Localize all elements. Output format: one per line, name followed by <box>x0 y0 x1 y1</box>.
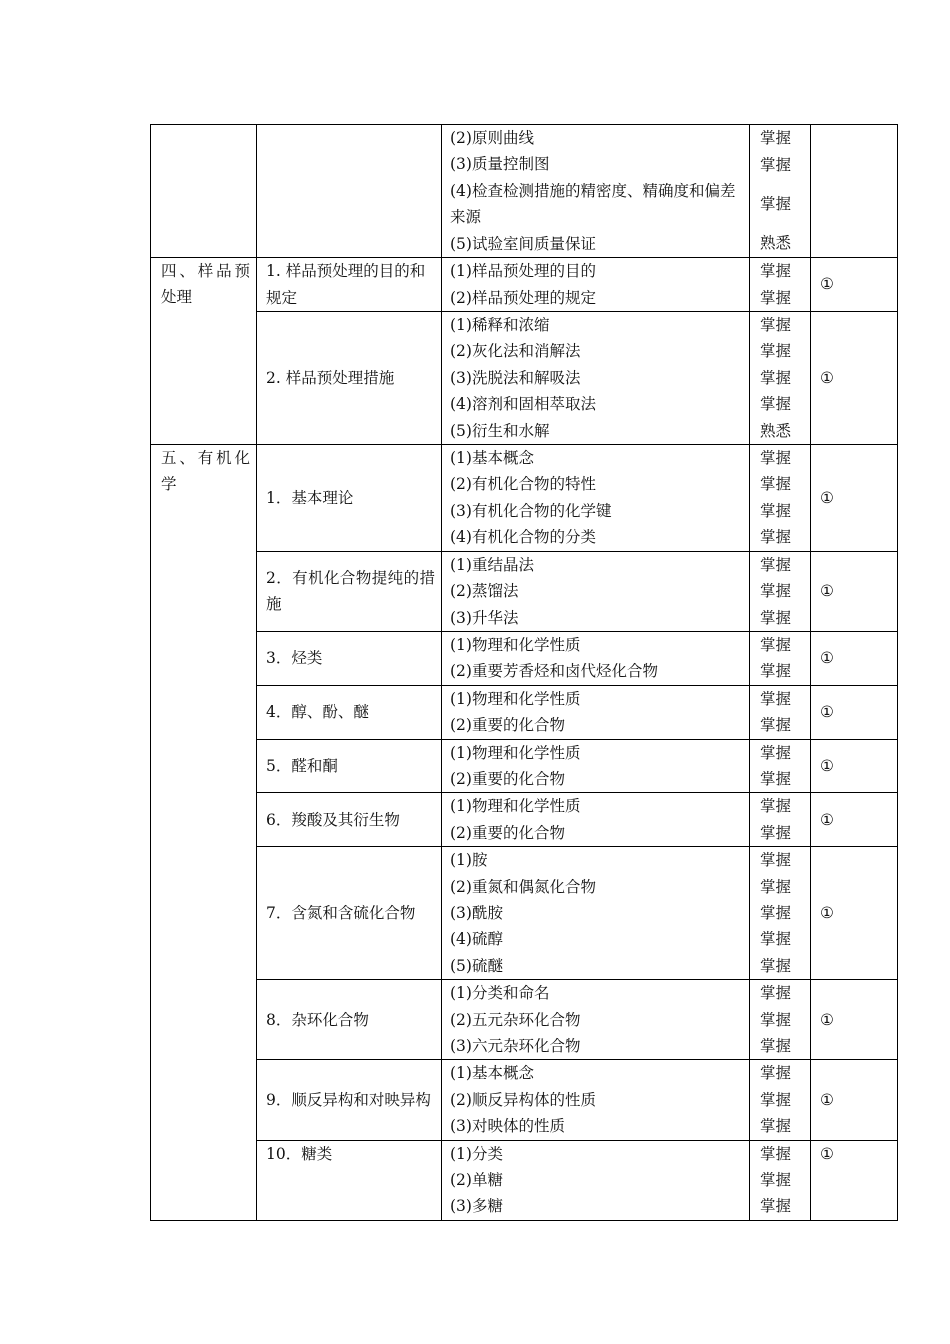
level-label: 掌握 <box>760 851 792 870</box>
syllabus-table <box>150 124 898 1221</box>
level-label: 熟悉 <box>760 421 792 440</box>
levels-cell <box>750 739 811 793</box>
list-item: (3)对映体的性质 <box>450 1117 565 1136</box>
list-item: (2)五元杂环化合物 <box>450 1010 581 1029</box>
list-item: (1)稀释和浓缩 <box>450 316 550 335</box>
points-cell <box>442 125 750 258</box>
mark-cell <box>811 1060 898 1140</box>
list-item: (1)分类 <box>450 1144 503 1163</box>
topic-cell <box>257 685 442 739</box>
list-item: (3)六元杂环化合物 <box>450 1037 581 1055</box>
levels-cell <box>750 551 811 631</box>
levels-cell <box>750 685 811 739</box>
mark-cell <box>811 125 898 258</box>
circled-number: ① <box>820 488 834 507</box>
level-label: 掌握 <box>760 528 792 547</box>
level-label: 掌握 <box>760 395 792 414</box>
table-row <box>151 980 898 1060</box>
level-label: 掌握 <box>760 1037 792 1055</box>
topic-cell <box>257 847 442 980</box>
levels-cell <box>750 980 811 1060</box>
points-cell <box>442 445 750 552</box>
table-row <box>151 631 898 685</box>
topic-label: 1. 样品预处理的目的和规定 <box>266 262 426 307</box>
mark-cell <box>811 1140 898 1220</box>
mark-cell <box>811 685 898 739</box>
topic-label: 7．含氮和含硫化合物 <box>266 903 416 922</box>
list-item: (2)顺反异构体的性质 <box>450 1090 596 1109</box>
points-cell <box>442 258 750 312</box>
circled-number: ① <box>820 756 834 775</box>
level-label: 掌握 <box>760 984 792 1003</box>
points-cell <box>442 1060 750 1140</box>
points-cell <box>442 312 750 445</box>
list-item: (1)分类和命名 <box>450 984 550 1003</box>
list-item: (2)样品预处理的规定 <box>450 288 596 307</box>
list-item: (2)单糖 <box>450 1171 503 1190</box>
topic-label: 2. 样品预处理措施 <box>266 368 395 387</box>
topic-cell <box>257 739 442 793</box>
level-label: 掌握 <box>760 501 792 520</box>
topic-label: 5．醛和酮 <box>266 756 338 775</box>
levels-cell <box>750 1140 811 1220</box>
levels-cell <box>750 1060 811 1140</box>
list-item: (5)衍生和水解 <box>450 421 550 440</box>
list-item: (1)基本概念 <box>450 449 534 468</box>
list-item: (2)有机化合物的特性 <box>450 475 596 494</box>
section-label: 四、样品预处理 <box>161 262 250 307</box>
list-item: (2)重要芳香烃和卤代烃化合物 <box>450 662 658 681</box>
circled-number: ① <box>820 1010 834 1029</box>
levels-cell <box>750 847 811 980</box>
level-label: 掌握 <box>760 1090 792 1109</box>
list-item: (2)蒸馏法 <box>450 582 519 601</box>
table-row <box>151 1060 898 1140</box>
mark-cell <box>811 312 898 445</box>
level-label: 掌握 <box>760 475 792 494</box>
level-label: 掌握 <box>760 930 792 949</box>
list-item: (4)溶剂和固相萃取法 <box>450 395 596 414</box>
list-item: (2)灰化法和消解法 <box>450 342 581 361</box>
table-row <box>151 258 898 312</box>
topic-label: 3．烃类 <box>266 649 323 668</box>
level-label: 掌握 <box>760 342 792 361</box>
level-label: 掌握 <box>760 635 792 654</box>
levels-cell <box>750 312 811 445</box>
topic-label: 4．醇、酚、醚 <box>266 702 369 721</box>
list-item: (1)物理和化学性质 <box>450 635 581 654</box>
topic-cell <box>257 1060 442 1140</box>
level-label: 掌握 <box>760 288 792 307</box>
mark-cell <box>811 445 898 552</box>
circled-number: ① <box>820 1144 834 1163</box>
list-item: (1)样品预处理的目的 <box>450 262 596 281</box>
list-item: (2)重要的化合物 <box>450 716 565 735</box>
level-label: 熟悉 <box>760 234 792 253</box>
mark-cell <box>811 258 898 312</box>
level-label: 掌握 <box>760 555 792 574</box>
mark-cell <box>811 847 898 980</box>
topic-cell <box>257 551 442 631</box>
circled-number: ① <box>820 582 834 601</box>
mark-cell <box>811 551 898 631</box>
level-label: 掌握 <box>760 956 792 975</box>
topic-cell <box>257 312 442 445</box>
points-cell <box>442 1140 750 1220</box>
level-label: 掌握 <box>760 582 792 601</box>
level-label: 掌握 <box>760 316 792 335</box>
table-row <box>151 445 898 552</box>
points-cell <box>442 631 750 685</box>
list-item: (1)物理和化学性质 <box>450 797 581 816</box>
points-cell <box>442 980 750 1060</box>
levels-cell <box>750 793 811 847</box>
levels-cell <box>750 631 811 685</box>
list-item: (1)重结晶法 <box>450 555 534 574</box>
circled-number: ① <box>820 368 834 387</box>
level-label: 掌握 <box>760 195 792 214</box>
mark-cell <box>811 739 898 793</box>
level-label: 掌握 <box>760 689 792 708</box>
section-cell <box>151 258 257 445</box>
table-row <box>151 125 898 258</box>
points-cell <box>442 793 750 847</box>
topic-cell <box>257 445 442 552</box>
list-item: (1)基本概念 <box>450 1064 534 1083</box>
mark-cell <box>811 793 898 847</box>
list-item: (3)多糖 <box>450 1197 503 1216</box>
topic-label: 9．顺反异构和对映异构 <box>266 1090 431 1109</box>
table-row <box>151 739 898 793</box>
level-label: 掌握 <box>760 1064 792 1083</box>
list-item: (4)检查检测措施的精密度、精确度和偏差来源 <box>450 181 736 227</box>
topic-cell <box>257 125 442 258</box>
topic-label: 10．糖类 <box>266 1144 333 1163</box>
topic-cell <box>257 1140 442 1220</box>
list-item: (4)有机化合物的分类 <box>450 528 596 547</box>
table-row <box>151 685 898 739</box>
section-cell <box>151 125 257 258</box>
level-label: 掌握 <box>760 823 792 842</box>
levels-cell <box>750 125 811 258</box>
list-item: (2)原则曲线 <box>450 129 534 147</box>
topic-cell <box>257 793 442 847</box>
level-label: 掌握 <box>760 129 792 148</box>
topic-label: 2．有机化合物提纯的措施 <box>266 568 435 614</box>
level-label: 掌握 <box>760 662 792 681</box>
level-label: 掌握 <box>760 1171 792 1190</box>
level-label: 掌握 <box>760 368 792 387</box>
circled-number: ① <box>820 903 834 922</box>
section-cell <box>151 445 257 1221</box>
list-item: (1)物理和化学性质 <box>450 743 581 762</box>
topic-label: 6．羧酸及其衍生物 <box>266 810 400 829</box>
level-label: 掌握 <box>760 797 792 816</box>
section-label: 五、有机化学 <box>161 449 250 494</box>
level-label: 掌握 <box>760 1010 792 1029</box>
table-row <box>151 551 898 631</box>
circled-number: ① <box>820 1090 834 1109</box>
list-item: (4)硫醇 <box>450 930 503 949</box>
topic-cell <box>257 631 442 685</box>
level-label: 掌握 <box>760 716 792 735</box>
points-cell <box>442 685 750 739</box>
list-item: (5)试验室间质量保证 <box>450 234 596 253</box>
list-item: (2)重氮和偶氮化合物 <box>450 877 596 896</box>
topic-label: 8．杂环化合物 <box>266 1010 369 1029</box>
level-label: 掌握 <box>760 769 792 788</box>
topic-label: 1．基本理论 <box>266 488 354 507</box>
level-label: 掌握 <box>760 1144 792 1163</box>
points-cell <box>442 739 750 793</box>
topic-cell <box>257 258 442 312</box>
level-label: 掌握 <box>760 877 792 896</box>
list-item: (5)硫醚 <box>450 956 503 975</box>
table-row <box>151 1140 898 1220</box>
levels-cell <box>750 445 811 552</box>
list-item: (3)质量控制图 <box>450 155 550 174</box>
level-label: 掌握 <box>760 608 792 627</box>
levels-cell <box>750 258 811 312</box>
list-item: (3)有机化合物的化学键 <box>450 501 612 520</box>
circled-number: ① <box>820 275 834 294</box>
points-cell <box>442 847 750 980</box>
level-label: 掌握 <box>760 155 792 174</box>
level-label: 掌握 <box>760 1117 792 1136</box>
circled-number: ① <box>820 810 834 829</box>
list-item: (3)升华法 <box>450 608 519 627</box>
circled-number: ① <box>820 649 834 668</box>
table-row <box>151 312 898 445</box>
level-label: 掌握 <box>760 1197 792 1216</box>
list-item: (1)胺 <box>450 851 488 870</box>
list-item: (3)酰胺 <box>450 903 503 922</box>
mark-cell <box>811 631 898 685</box>
level-label: 掌握 <box>760 449 792 468</box>
table-row <box>151 847 898 980</box>
list-item: (2)重要的化合物 <box>450 823 565 842</box>
level-label: 掌握 <box>760 262 792 281</box>
level-label: 掌握 <box>760 743 792 762</box>
list-item: (1)物理和化学性质 <box>450 689 581 708</box>
list-item: (2)重要的化合物 <box>450 769 565 788</box>
mark-cell <box>811 980 898 1060</box>
level-label: 掌握 <box>760 903 792 922</box>
circled-number: ① <box>820 702 834 721</box>
table-row <box>151 793 898 847</box>
topic-cell <box>257 980 442 1060</box>
list-item: (3)洗脱法和解吸法 <box>450 368 581 387</box>
points-cell <box>442 551 750 631</box>
